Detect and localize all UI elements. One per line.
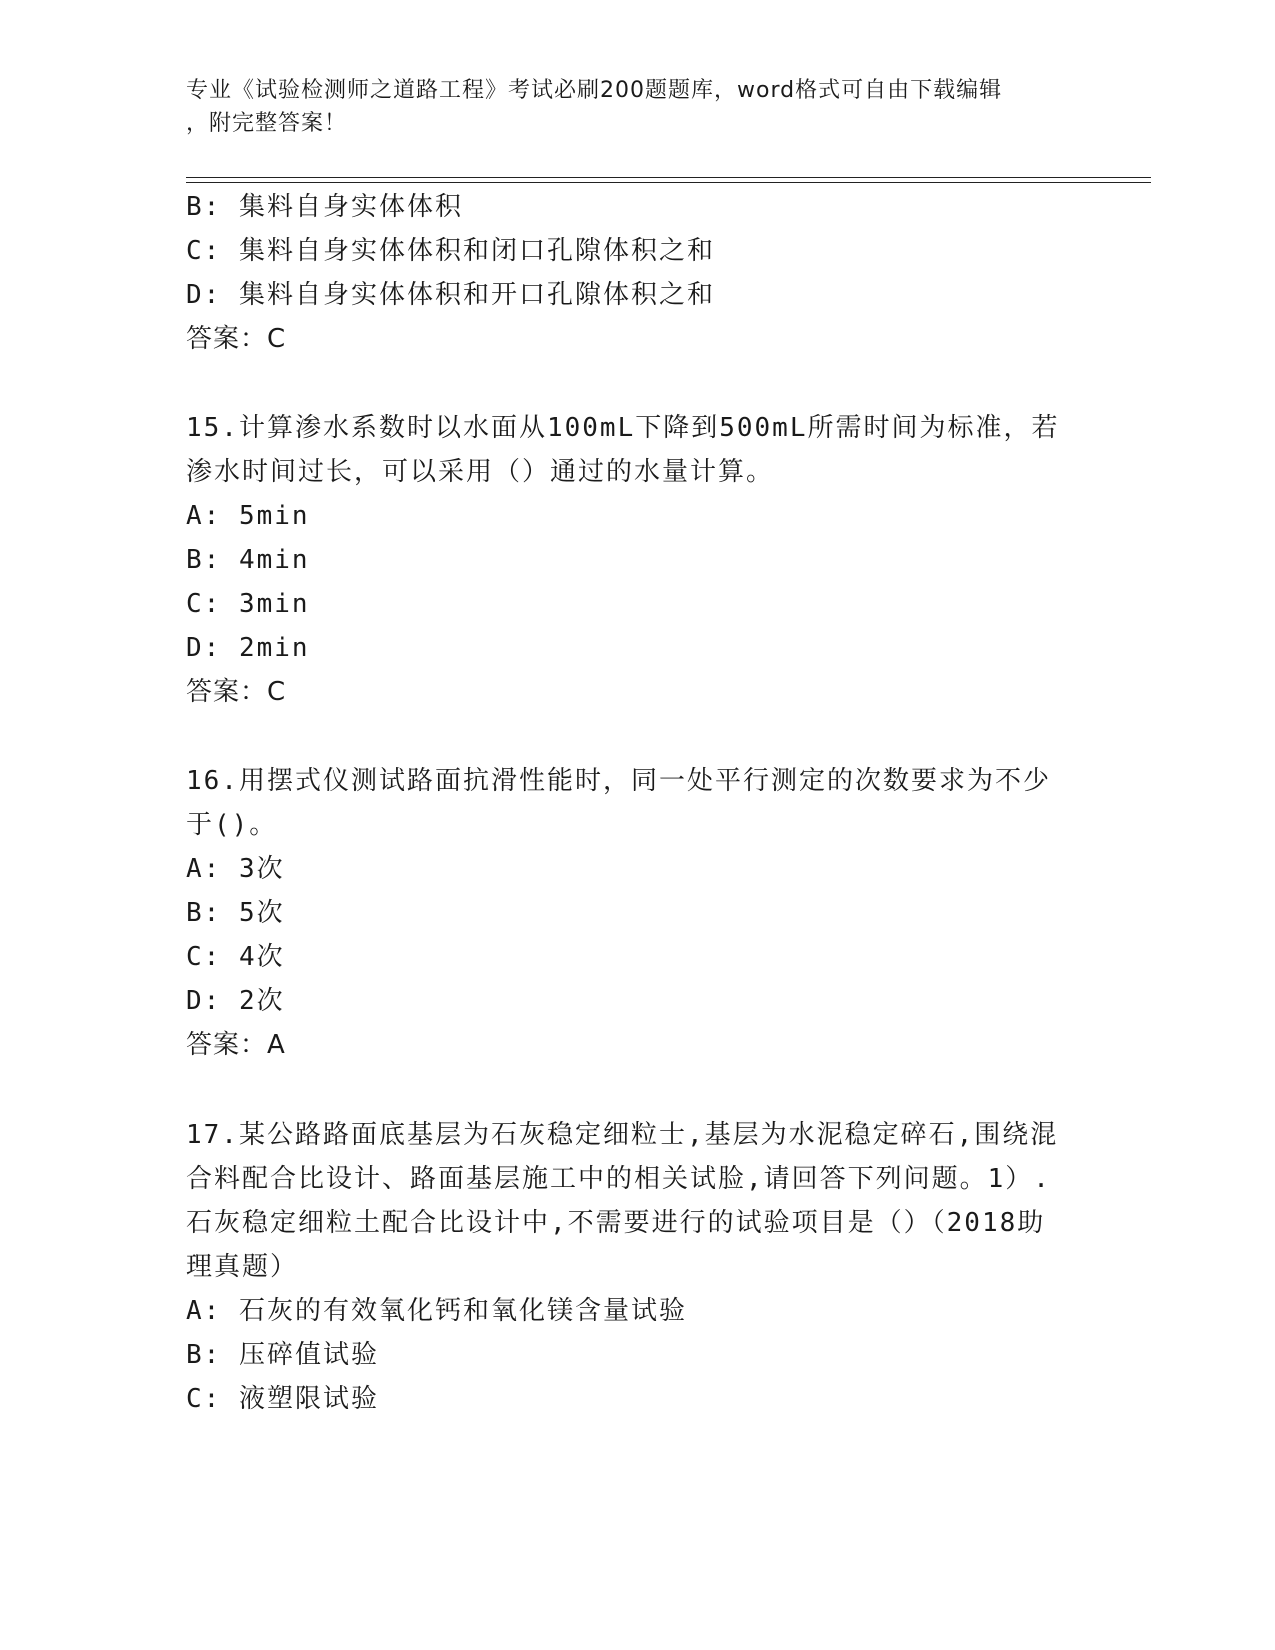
- q15-answer: 答案：C: [186, 677, 287, 707]
- q14-answer: 答案：C: [186, 324, 287, 354]
- document-header: [186, 74, 1066, 140]
- q15-option-c: C: 3min: [186, 589, 310, 619]
- q17-stem-line-2: 合料配合比设计、路面基层施工中的相关试脸,请回答下列问题。1）.: [186, 1164, 1051, 1194]
- q15-option-b: B: 4min: [186, 545, 310, 575]
- q14-option-b: B: 集料自身实体体积: [186, 192, 463, 222]
- q17-stem-line-4: 理真题）: [186, 1252, 299, 1282]
- q16-option-d: D: 2次: [186, 986, 285, 1016]
- q14-option-c: C: 集料自身实体体积和闭口孔隙体积之和: [186, 236, 715, 266]
- header-divider-top: [186, 177, 1151, 178]
- q16-option-b: B: 5次: [186, 898, 285, 928]
- q16-stem-line-1: 16.用摆式仪测试路面抗滑性能时，同一处平行测定的次数要求为不少: [186, 766, 1051, 796]
- q17-stem-line-3: 石灰稳定细粒土配合比设计中,不需要进行的试验项目是（）（2018助: [186, 1208, 1046, 1238]
- q15-stem-line-2: 渗水时间过长，可以采用（）通过的水量计算。: [186, 457, 775, 487]
- q17-option-c: C: 液塑限试验: [186, 1384, 379, 1414]
- q17-stem-line-1: 17.某公路路面底基层为石灰稳定细粒士,基层为水泥稳定碎石,围绕混: [186, 1120, 1059, 1150]
- header-line-1: 专业《试验检测师之道路工程》考试必刷200题题库，word格式可自由下载编辑: [186, 78, 1003, 103]
- q16-stem-line-2: 于()。: [186, 810, 278, 840]
- q16-answer: 答案：A: [186, 1030, 286, 1060]
- q17-option-b: B: 压碎值试验: [186, 1340, 379, 1370]
- q14-option-d: D: 集料自身实体体积和开口孔隙体积之和: [186, 280, 715, 310]
- header-divider-bottom: [186, 182, 1151, 183]
- q15-stem-line-1: 15.计算渗水系数时以水面从100mL下降到500mL所需时间为标准，若: [186, 413, 1060, 443]
- q15-option-a: A: 5min: [186, 501, 310, 531]
- q15-option-d: D: 2min: [186, 633, 310, 663]
- header-line-2: ，附完整答案！: [186, 111, 348, 136]
- q16-option-c: C: 4次: [186, 942, 285, 972]
- q17-option-a: A: 石灰的有效氧化钙和氧化镁含量试验: [186, 1296, 687, 1326]
- q16-option-a: A: 3次: [186, 854, 285, 884]
